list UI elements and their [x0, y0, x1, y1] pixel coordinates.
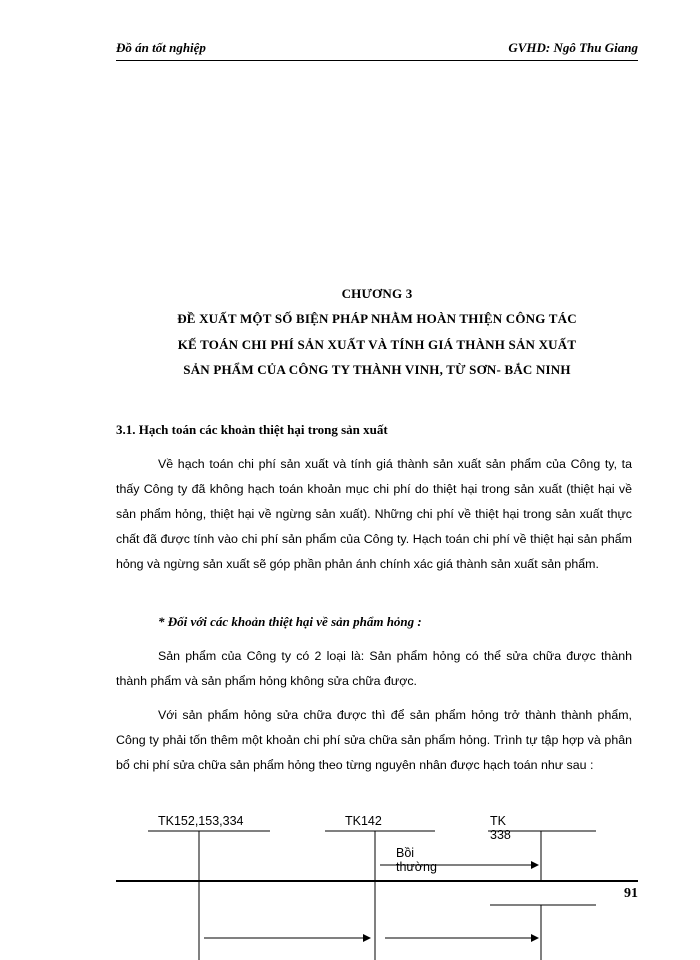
page-number: 91	[624, 886, 638, 901]
chapter-number: CHƯƠNG 3	[341, 286, 413, 301]
paragraph-2: Sản phẩm của Công ty có 2 loại là: Sản phẩm hỏng có thể sửa chữa được thành thành phẩm và sản phẩm hỏng không sửa chữa được.	[116, 649, 632, 688]
header-title: Đồ án tốt nghiệp	[116, 40, 206, 55]
subheading-defective-products: * Đối với các khoản thiệt hại về sản phẩm hỏng :	[158, 614, 422, 629]
flow-label-compensation: Bồi thường	[396, 846, 437, 874]
paragraph-1: Về hạch toán chi phí sản xuất và tính giá thành sản xuất sản phẩm của Công ty, ta thấy Công ty đã không hạch toán khoản mục chi phí do thiệt hại trong sản xuất (thiệt hại về sản phẩm hỏng, thiệt hại về ngừng sản xuất). Những chi phí về thiệt hại trong sản xuất thực chất đã được tính vào chi phí sản phẩm của Công ty. Hạch toán chi phí về thiệt hại sản phẩm hỏng và ngừng sản xuất sẽ góp phần phản ánh chính xác giá thành sản xuất sản phẩm.	[116, 457, 632, 571]
chapter-title-line-2: KẾ TOÁN CHI PHÍ SẢN XUẤT VÀ TÍNH GIÁ THÀNH SẢN XUẤT	[177, 337, 577, 352]
section-heading: 3.1. Hạch toán các khoản thiệt hại trong sản xuất	[116, 422, 388, 437]
account-label-tk142: TK142	[345, 814, 382, 828]
chapter-title-line-1: ĐỀ XUẤT MỘT SỐ BIỆN PHÁP NHẰM HOÀN THIỆN CÔNG TÁC	[177, 311, 577, 326]
account-label-tk152: TK152,153,334	[158, 814, 244, 828]
header-supervisor: GVHD: Ngô Thu Giang	[508, 40, 638, 55]
header-divider	[116, 60, 638, 61]
chapter-title-line-3: SẢN PHẨM CỦA CÔNG TY THÀNH VINH, TỪ SƠN- BẮC NINH	[183, 362, 571, 377]
paragraph-3: Với sản phẩm hỏng sửa chữa được thì để sản phẩm hỏng trở thành thành phẩm, Công ty phải tốn thêm một khoản chi phí sửa chữa sản phẩm hỏng. Trình tự tập hợp và phân bổ chi phí sửa chữa sản phẩm hỏng theo từng nguyên nhân được hạch toán như sau :	[116, 708, 632, 772]
footer-divider	[116, 880, 638, 882]
account-label-tk338: TK 338	[490, 814, 511, 842]
